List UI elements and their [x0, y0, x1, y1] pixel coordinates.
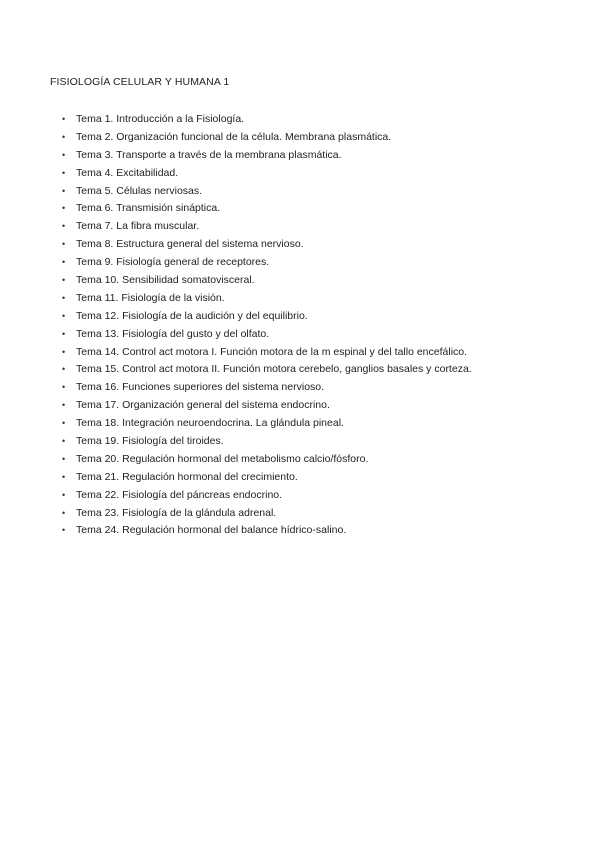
list-item	[0, 166, 472, 184]
list-item	[0, 148, 472, 166]
topic-label: Tema 20. Regulación hormonal del metabolismo calcio/fósforo.	[76, 452, 369, 465]
topic-label: Tema 15. Control act motora II. Función motora cerebelo, ganglios basales y corteza.	[76, 363, 472, 376]
topic-label: Tema 6. Transmisión sináptica.	[76, 202, 221, 215]
list-item	[0, 291, 472, 309]
topic-label: Tema 16. Funciones superiores del sistema nervioso.	[76, 381, 325, 394]
topic-label: Tema 3. Transporte a través de la membrana plasmática.	[76, 148, 342, 161]
bullet-icon: •	[62, 185, 66, 196]
topic-label: Tema 12. Fisiología de la audición y del equilibrio.	[76, 309, 308, 322]
list-item	[0, 523, 472, 541]
topic-label: Tema 9. Fisiología general de receptores.	[76, 256, 270, 269]
list-item	[0, 184, 472, 202]
topic-list	[0, 112, 472, 541]
bullet-icon: •	[62, 489, 66, 500]
list-item	[0, 112, 472, 130]
bullet-icon: •	[62, 471, 66, 482]
topic-label: Tema 22. Fisiología del páncreas endocrino.	[76, 488, 283, 501]
bullet-icon: •	[62, 292, 66, 303]
topic-label: Tema 18. Integración neuroendocrina. La glándula pineal.	[76, 417, 344, 430]
list-item	[0, 309, 472, 327]
bullet-icon: •	[62, 418, 66, 429]
bullet-icon: •	[62, 436, 66, 447]
list-item	[0, 219, 472, 237]
bullet-icon: •	[62, 346, 66, 357]
bullet-icon: •	[62, 400, 66, 411]
list-item	[0, 398, 472, 416]
list-item	[0, 452, 472, 470]
document-title: FISIOLOGÍA CELULAR Y HUMANA 1	[50, 76, 230, 88]
topic-label: Tema 17. Organización general del sistema endocrino.	[76, 399, 330, 412]
list-item	[0, 416, 472, 434]
list-item	[0, 506, 472, 524]
bullet-icon: •	[62, 507, 66, 518]
topic-label: Tema 1. Introducción a la Fisiología.	[76, 113, 245, 125]
topic-label: Tema 8. Estructura general del sistema nervioso.	[76, 238, 304, 251]
list-item	[0, 237, 472, 255]
topic-label: Tema 21. Regulación hormonal del crecimiento.	[76, 470, 298, 483]
list-item	[0, 488, 472, 506]
list-item	[0, 130, 472, 148]
list-item	[0, 327, 472, 345]
topic-label: Tema 5. Células nerviosas.	[76, 184, 203, 197]
list-item	[0, 380, 472, 398]
bullet-icon: •	[62, 167, 66, 178]
list-item	[0, 434, 472, 452]
list-item	[0, 362, 472, 380]
bullet-icon: •	[62, 239, 66, 250]
list-item	[0, 345, 472, 363]
bullet-icon: •	[62, 525, 66, 536]
topic-label: Tema 7. La fibra muscular.	[76, 220, 200, 233]
bullet-icon: •	[62, 149, 66, 160]
bullet-icon: •	[62, 221, 66, 232]
list-item	[0, 255, 472, 273]
topic-label: Tema 4. Excitabilidad.	[76, 166, 179, 179]
bullet-icon: •	[62, 275, 66, 286]
topic-label: Tema 13. Fisiología del gusto y del olfato.	[76, 327, 270, 340]
list-item	[0, 201, 472, 219]
topic-label: Tema 10. Sensibilidad somatovisceral.	[76, 274, 255, 287]
topic-label: Tema 19. Fisiología del tiroides.	[76, 435, 224, 448]
bullet-icon: •	[62, 382, 66, 393]
bullet-icon: •	[62, 310, 66, 321]
bullet-icon: •	[62, 328, 66, 339]
bullet-icon: •	[62, 203, 66, 214]
list-item	[0, 470, 472, 488]
bullet-icon: •	[62, 257, 66, 268]
list-item	[0, 273, 472, 291]
bullet-icon: •	[62, 453, 66, 464]
topic-label: Tema 23. Fisiología de la glándula adrenal.	[76, 506, 277, 519]
bullet-icon: •	[62, 364, 66, 375]
bullet-icon: •	[62, 131, 66, 142]
bullet-icon: •	[62, 114, 66, 124]
topic-label: Tema 24. Regulación hormonal del balance hídrico-salino.	[76, 524, 347, 537]
topic-label: Tema 11. Fisiología de la visión.	[76, 291, 225, 304]
topic-label: Tema 2. Organización funcional de la célula. Membrana plasmática.	[76, 130, 392, 143]
topic-label: Tema 14. Control act motora I. Función motora de la m espinal y del tallo encefálico.	[76, 345, 468, 358]
